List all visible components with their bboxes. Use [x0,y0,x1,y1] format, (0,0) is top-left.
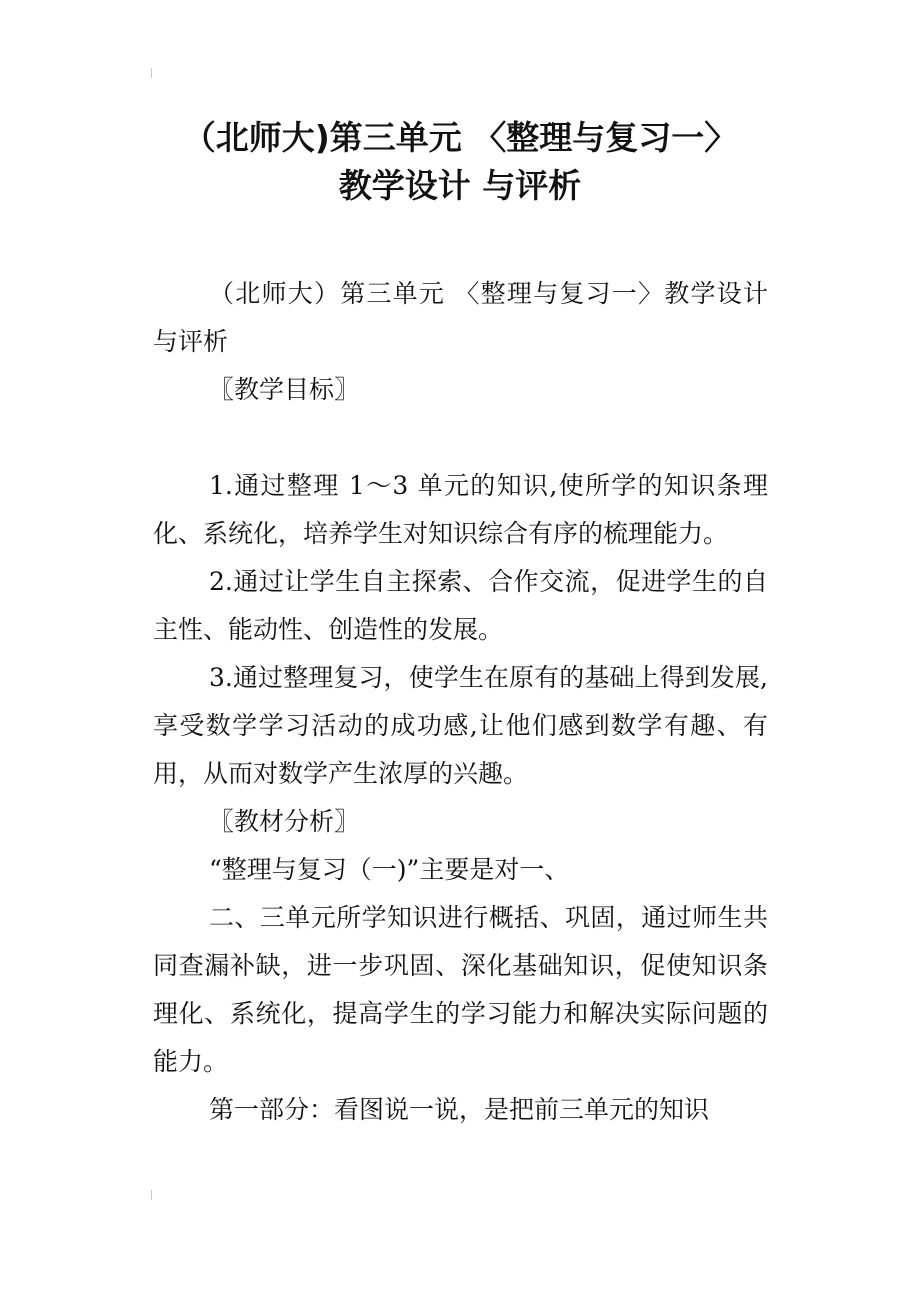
document-body-main [153,462,768,1134]
goal-paragraph-2: 2.通过让学生自主探索、合作交流，促进学生的自主性、能动性、创造性的发展。 [153,567,768,644]
goal-paragraph-3: 3.通过整理复习，使学生在原有的基础上得到发展,享受数学学习活动的成功感,让他们感到数学有趣、有用，从而对数学产生浓厚的兴趣。 [153,663,768,788]
goal-paragraph-1: 1.通过整理 1～3 单元的知识,使所学的知识条理化、系统化，培养学生对知识综合有序的梳理能力。 [153,471,768,548]
intro-paragraph: （北师大）第三单元 〈整理与复习一〉教学设计 与评析 [153,279,768,356]
section-heading-material-analysis: 〖教材分析〗 [209,807,360,836]
section-heading-teaching-goals: 〖教学目标〗 [209,375,360,404]
document-body-top [153,270,768,414]
corner-mark-bottom [151,1190,155,1200]
analysis-paragraph-3: 第一部分：看图说一说，是把前三单元的知识 [209,1095,710,1124]
corner-mark-top [151,68,155,78]
analysis-paragraph-1: “整理与复习（一)”主要是对一、 [209,855,570,884]
document-title-line-2: 教学设计 与评析 [338,166,582,205]
analysis-paragraph-2: 二、三单元所学知识进行概括、巩固，通过师生共同查漏补缺，进一步巩固、深化基础知识，促使知识条理化、系统化，提高学生的学习能力和解决实际问题的能力。 [153,903,768,1076]
document-title-line-1: （北师大)第三单元 〈整理与复习一〉 [182,118,738,157]
